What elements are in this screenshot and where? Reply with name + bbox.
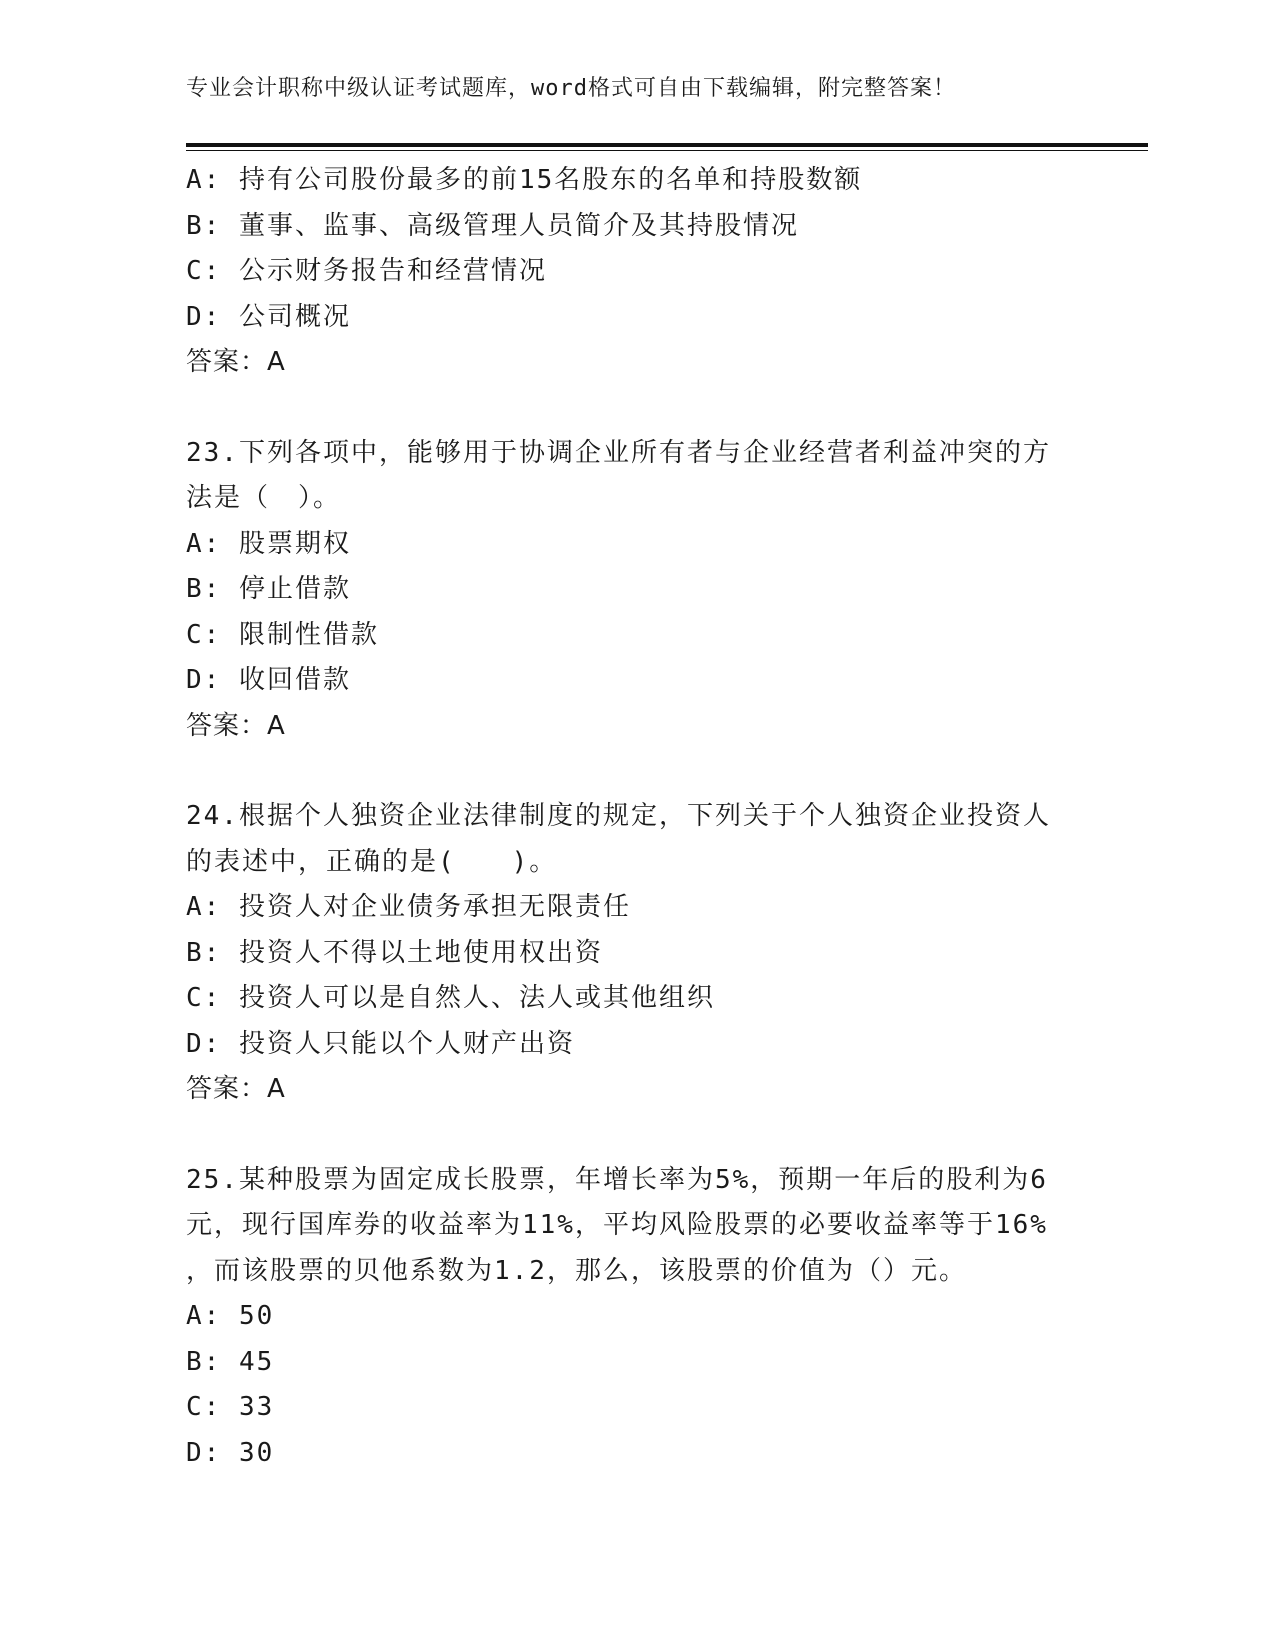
option-label: B: (186, 1346, 222, 1377)
option-text: 停止借款 (238, 574, 351, 604)
option-text: 投资人只能以个人财产出资 (238, 1028, 575, 1059)
option-label: A: (186, 1301, 222, 1331)
question-stem-line: ，而该股票的贝他系数为1.2，那么，该股票的价值为（）元。 (186, 1255, 967, 1286)
option-label: D: (186, 665, 222, 695)
option-label: B: (186, 210, 222, 241)
question-23-block (186, 431, 1106, 750)
option-c (186, 613, 1106, 659)
option-label: A: (186, 892, 222, 922)
option-label: A: (186, 528, 222, 559)
option-d (186, 658, 1106, 704)
question-stem-line: 的表述中，正确的是( )。 (186, 846, 558, 877)
option-text: 公司概况 (238, 301, 351, 332)
question-stem-line: 23.下列各项中，能够用于协调企业所有者与企业经营者利益冲突的方 (186, 437, 1051, 468)
option-a (186, 158, 1106, 204)
option-label: A: (186, 165, 222, 195)
option-b (186, 567, 1106, 613)
question-22-block (186, 158, 1106, 386)
option-text: 收回借款 (238, 665, 351, 695)
option-c (186, 249, 1106, 295)
question-stem-line: 法是（ ）。 (186, 483, 342, 513)
question-24-block (186, 794, 1106, 1113)
option-text: 股票期权 (238, 528, 351, 559)
option-a (186, 522, 1106, 568)
question-stem-line: 25.某种股票为固定成长股票，年增长率为5%，预期一年后的股利为6 (186, 1164, 1048, 1195)
option-text: 33 (238, 1392, 275, 1422)
option-b (186, 1340, 1106, 1386)
option-label: C: (186, 1392, 222, 1422)
option-a (186, 1294, 1106, 1340)
option-text: 45 (238, 1346, 275, 1377)
option-text: 投资人可以是自然人、法人或其他组织 (238, 983, 715, 1013)
option-text: 30 (238, 1437, 275, 1468)
option-label: C: (186, 983, 222, 1013)
option-d (186, 295, 1106, 341)
option-label: C: (186, 256, 222, 286)
question-content (186, 158, 1106, 1476)
option-c (186, 976, 1106, 1022)
question-stem-line: 24.根据个人独资企业法律制度的规定，下列关于个人独资企业投资人 (186, 801, 1051, 831)
header-rule-thin (186, 150, 1148, 151)
option-text: 限制性借款 (238, 619, 379, 650)
option-text: 公示财务报告和经营情况 (238, 256, 547, 286)
answer-line: 答案：A (186, 347, 286, 377)
option-label: B: (186, 937, 222, 968)
option-b (186, 204, 1106, 250)
option-d (186, 1431, 1106, 1477)
page-header: 专业会计职称中级认证考试题库，word格式可自由下载编辑，附完整答案！ (186, 76, 956, 101)
option-text: 投资人不得以土地使用权出资 (238, 937, 603, 968)
option-label: B: (186, 574, 222, 604)
option-label: C: (186, 619, 222, 650)
answer-line: 答案：A (186, 710, 286, 741)
option-text: 董事、监事、高级管理人员简介及其持股情况 (238, 210, 799, 241)
option-label: D: (186, 1437, 222, 1468)
option-text: 50 (238, 1301, 275, 1331)
question-stem-line: 元，现行国库券的收益率为11%，平均风险股票的必要收益率等于16% (186, 1210, 1048, 1240)
option-text: 投资人对企业债务承担无限责任 (238, 892, 631, 922)
option-label: D: (186, 301, 222, 332)
header-rule-thick (186, 143, 1148, 147)
option-b (186, 931, 1106, 977)
option-a (186, 885, 1106, 931)
answer-line: 答案：A (186, 1074, 286, 1104)
option-text: 持有公司股份最多的前15名股东的名单和持股数额 (238, 165, 863, 195)
question-25-block (186, 1158, 1106, 1477)
option-d (186, 1022, 1106, 1068)
option-label: D: (186, 1028, 222, 1059)
option-c (186, 1385, 1106, 1431)
